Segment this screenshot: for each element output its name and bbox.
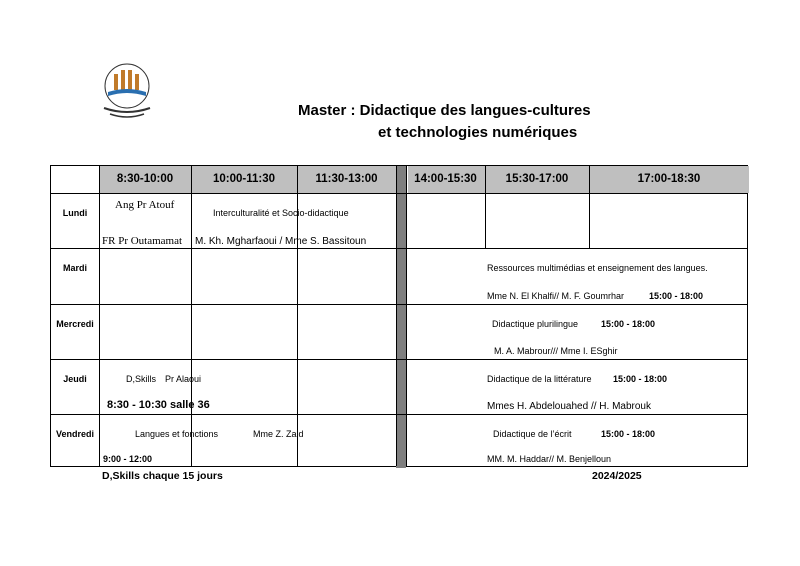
col-header: 15:30-17:00 [505,173,569,185]
jeudi-morning-teacher: Pr Alaoui [165,374,202,384]
col-header: 10:00-11:30 [212,173,276,185]
faculty-logo [92,56,162,126]
col-header: 14:00-15:30 [414,173,477,185]
jeudi-course: Didactique de la littérature [487,374,592,384]
day-label: Mercredi [56,319,94,329]
title-line2: et technologies numériques [378,124,578,141]
footer-year: 2024/2025 [592,470,642,482]
day-label: Vendredi [55,429,94,439]
vendredi-time: 15:00 - 18:00 [601,429,656,439]
jeudi-teachers: Mmes H. Abdelouahed // H. Mabrouk [487,401,651,412]
col-header: 11:30-13:00 [315,173,378,185]
mardi-course: Ressources multimédias et enseignement des langues. [487,263,708,273]
day-label: Mardi [62,263,87,273]
lundi-teachers: M. Kh. Mgharfaoui / Mme S. Bassitoun [195,236,367,247]
jeudi-time: 15:00 - 18:00 [613,374,668,384]
day-label: Lundi [62,208,88,218]
mardi-teachers: Mme N. El Khalfi// M. F. Goumrhar [487,291,625,301]
lunch-break-separator [396,166,406,468]
mercredi-time: 15:00 - 18:00 [601,319,656,329]
mercredi-course: Didactique plurilingue [492,319,579,329]
vendredi-teachers: MM. M. Haddar// M. Benjelloun [487,454,612,464]
day-label: Jeudi [63,374,87,384]
title-line1: Master : Didactique des langues-cultures [298,102,591,119]
jeudi-morning-time-room: 8:30 - 10:30 salle 36 [107,399,210,411]
lundi-french-course: FR Pr Outamamat [102,235,183,247]
vendredi-morning-teacher: Mme Z. Zaid [253,429,304,439]
mardi-time: 15:00 - 18:00 [649,291,704,301]
lundi-english-course: Ang Pr Atouf [115,199,175,211]
vendredi-morning-course: Langues et fonctions [135,429,219,439]
vendredi-morning-time: 9:00 - 12:00 [103,454,153,464]
lundi-course: Interculturalité et Socio-didactique [213,208,349,218]
timetable [50,165,748,467]
col-header: 17:00-18:30 [637,173,701,185]
jeudi-morning-course: D,Skills [126,374,157,384]
vendredi-course: Didactique de l’écrit [493,429,572,439]
footer-note: D,Skills chaque 15 jours [102,470,223,482]
mercredi-teachers: M. A. Mabrour/// Mme I. ESghir [494,346,618,356]
col-header: 8:30-10:00 [116,173,174,185]
